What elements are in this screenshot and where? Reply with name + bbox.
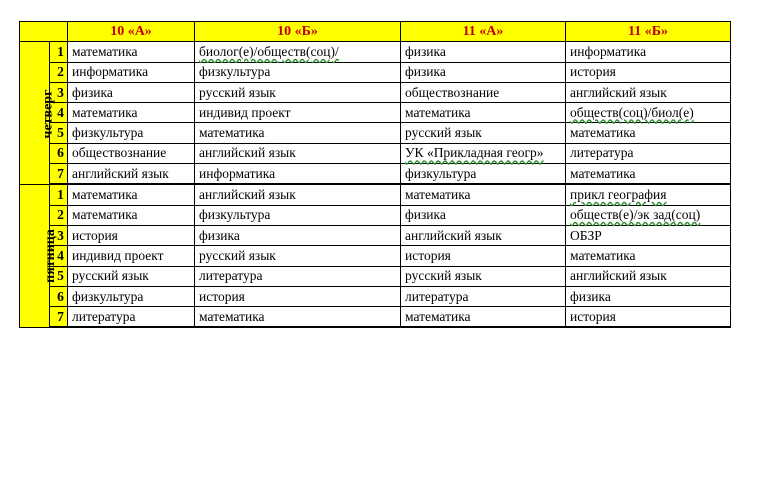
lesson-number: 7 (50, 307, 68, 328)
subject-cell: английский язык (566, 82, 731, 102)
subject-cell: физика (401, 205, 566, 225)
subject-cell: физика (68, 82, 195, 102)
lesson-number: 6 (50, 286, 68, 306)
subject-cell: английский язык (566, 266, 731, 286)
subject-cell: обществознание (401, 82, 566, 102)
subject-cell: обществ(е)/эк зад(соц) (566, 205, 731, 225)
subject-cell: математика (566, 123, 731, 143)
subject-cell: физика (401, 62, 566, 82)
subject-cell: ОБЗР (566, 225, 731, 245)
subject-cell: физкультура (401, 164, 566, 185)
table-row (20, 103, 731, 123)
subject-cell: английский язык (195, 184, 401, 205)
lesson-number: 5 (50, 123, 68, 143)
subject-cell: литература (401, 286, 566, 306)
subject-cell: английский язык (68, 164, 195, 185)
subject-cell: прикл география (566, 184, 731, 205)
table-row (20, 62, 731, 82)
subject-cell: обществ(соц)/биол(е) (566, 103, 731, 123)
day-name: пятница (42, 229, 58, 284)
subject-cell: русский язык (401, 266, 566, 286)
subject-cell: математика (68, 205, 195, 225)
header-row (20, 22, 731, 42)
subject-cell: индивид проект (68, 246, 195, 266)
lesson-number: 5 (50, 266, 68, 286)
subject-cell: математика (401, 103, 566, 123)
subject-cell: биолог(е)/обществ(соц)/ (195, 42, 401, 62)
lesson-number: 2 (50, 62, 68, 82)
lesson-number: 4 (50, 103, 68, 123)
table-row (20, 123, 731, 143)
table-row (20, 205, 731, 225)
subject-cell: индивид проект (195, 103, 401, 123)
subject-cell: УК «Прикладная геогр» (401, 143, 566, 163)
lesson-number: 3 (50, 225, 68, 245)
subject-cell: математика (195, 307, 401, 328)
subject-cell: математика (566, 246, 731, 266)
subject-cell: математика (68, 184, 195, 205)
subject-cell: литература (68, 307, 195, 328)
subject-cell: физика (566, 286, 731, 306)
table-row (20, 82, 731, 102)
subject-cell: физика (195, 225, 401, 245)
header-class-11b: 11 «Б» (566, 22, 731, 42)
table-row (20, 164, 731, 185)
subject-cell: история (195, 286, 401, 306)
subject-cell: английский язык (195, 143, 401, 163)
subject-cell: физкультура (68, 123, 195, 143)
header-class-11a: 11 «А» (401, 22, 566, 42)
subject-cell: математика (195, 123, 401, 143)
subject-cell: математика (401, 184, 566, 205)
table-row (20, 42, 731, 62)
subject-cell: математика (68, 42, 195, 62)
subject-cell: физкультура (195, 62, 401, 82)
subject-cell: русский язык (195, 246, 401, 266)
subject-cell: физика (401, 42, 566, 62)
day-label (20, 42, 56, 185)
table-row (20, 266, 731, 286)
table-row (20, 225, 731, 245)
table-row (20, 246, 731, 266)
subject-cell: история (401, 246, 566, 266)
subject-cell: информатика (195, 164, 401, 185)
subject-cell: информатика (566, 42, 731, 62)
subject-cell: история (566, 62, 731, 82)
subject-cell: история (566, 307, 731, 328)
lesson-number: 7 (50, 164, 68, 185)
subject-cell: литература (195, 266, 401, 286)
subject-cell: математика (68, 103, 195, 123)
subject-cell: история (68, 225, 195, 245)
lesson-number: 6 (50, 143, 68, 163)
day-name: четверг (40, 89, 56, 139)
table-row (20, 184, 731, 205)
lesson-number: 4 (50, 246, 68, 266)
header-class-10a: 10 «А» (68, 22, 195, 42)
subject-cell: физкультура (195, 205, 401, 225)
lesson-number: 1 (50, 184, 68, 205)
subject-cell: математика (401, 307, 566, 328)
subject-cell: русский язык (68, 266, 195, 286)
subject-cell: информатика (68, 62, 195, 82)
lesson-number: 3 (50, 82, 68, 102)
schedule-table (19, 21, 731, 328)
subject-cell: русский язык (195, 82, 401, 102)
header-corner (20, 22, 68, 42)
lesson-number: 2 (50, 205, 68, 225)
table-row (20, 286, 731, 306)
subject-cell: физкультура (68, 286, 195, 306)
subject-cell: литература (566, 143, 731, 163)
lesson-number: 1 (50, 42, 68, 62)
subject-cell: английский язык (401, 225, 566, 245)
table-row (20, 307, 731, 328)
subject-cell: математика (566, 164, 731, 185)
subject-cell: обществознание (68, 143, 195, 163)
header-class-10b: 10 «Б» (195, 22, 401, 42)
table-row (20, 143, 731, 163)
subject-cell: русский язык (401, 123, 566, 143)
day-label (20, 184, 58, 327)
